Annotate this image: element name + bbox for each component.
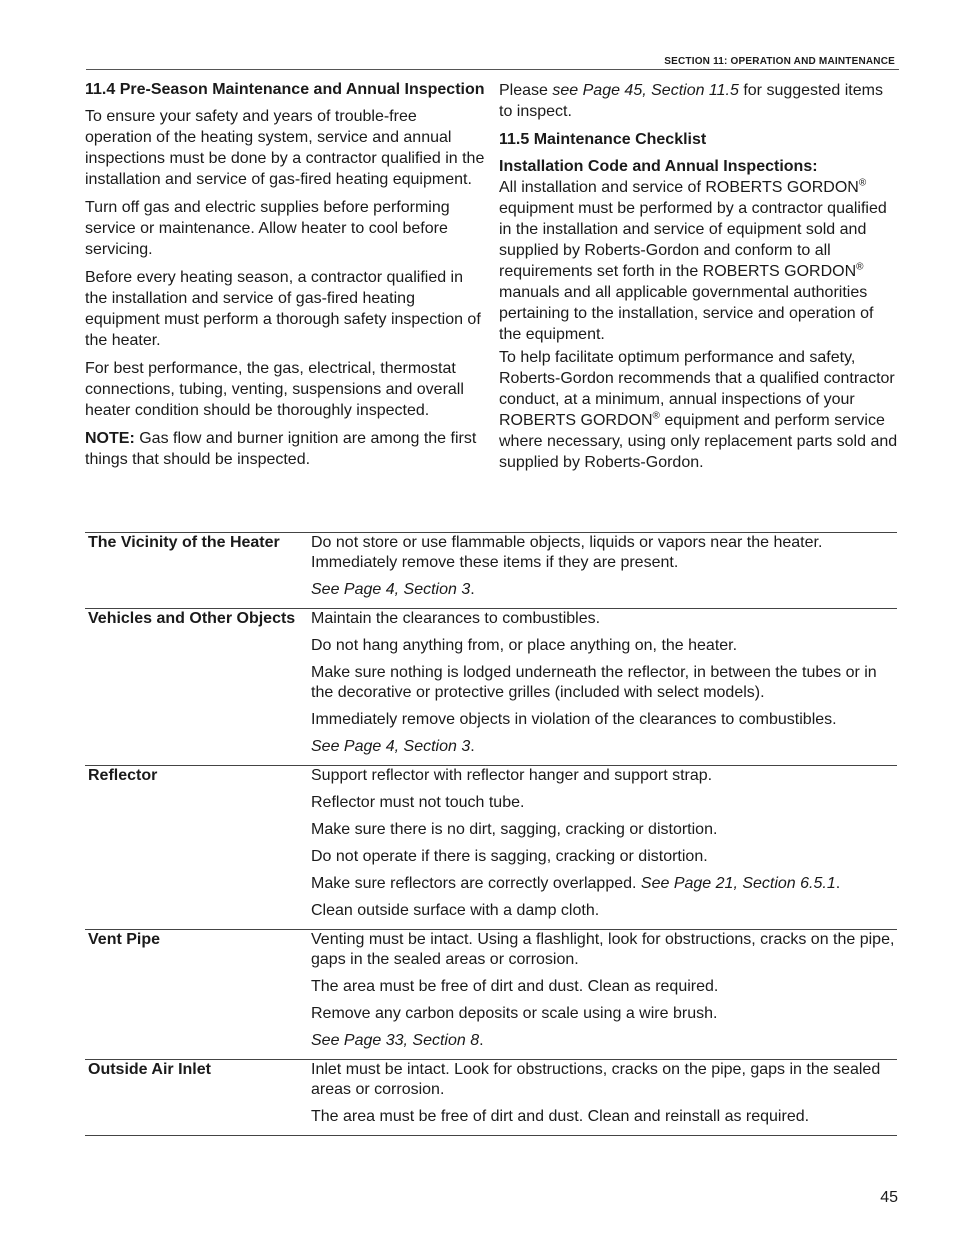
category-label: Vehicles and Other Objects (88, 610, 296, 627)
cross-reference: See Page 21, Section 6.5.1 (640, 875, 836, 892)
checklist-item: Maintain the clearances to combustibles. (311, 610, 601, 627)
checklist-item: Do not operate if there is sagging, cracking or distortion. (311, 848, 708, 865)
right-column (499, 80, 899, 480)
paragraph: Please see Page 45, Section 11.5 for suggested items to inspect. (499, 82, 883, 120)
page-header (86, 50, 899, 70)
paragraph: To ensure your safety and years of trouble-free operation of the heating system, service and annual inspections must be done by a contractor qualified in the installation and service of gas-fired heating equipment. (85, 108, 485, 188)
paragraph: All installation and service of ROBERTS GORDON® equipment must be performed by a contractor qualified in the installation and service of equipment sold and supplied by Roberts-Gordon and conform to all requirements set forth in the ROBERTS GORDON® manuals and all applicable governmental authorities pertaining to the installation, service and operation of the equipment. (499, 177, 887, 343)
section-11-5-heading: 11.5 Maintenance Checklist (499, 131, 707, 148)
maintenance-checklist-table (85, 532, 897, 1136)
table-row (85, 533, 897, 609)
note: NOTE: Gas flow and burner ignition are among the first things that should be inspected. (85, 430, 477, 468)
category-label: Outside Air Inlet (88, 1061, 211, 1078)
section-11-4-heading: 11.4 Pre-Season Maintenance and Annual Inspection (85, 81, 485, 98)
cross-reference: See Page 33, Section 8 (311, 1032, 480, 1049)
checklist-item: Immediately remove objects in violation of the clearances to combustibles. (311, 711, 837, 728)
cross-reference: See Page 4, Section 3 (311, 581, 471, 598)
table-row (85, 766, 897, 930)
page-number: 45 (880, 1189, 898, 1206)
cross-reference: see Page 45, Section 11.5 (552, 82, 739, 99)
checklist-item: Reflector must not touch tube. (311, 794, 525, 811)
checklist-item: The area must be free of dirt and dust. Clean as required. (311, 978, 719, 995)
checklist-item: The area must be free of dirt and dust. Clean and reinstall as required. (311, 1108, 810, 1125)
checklist-item: Make sure reflectors are correctly overlapped. See Page 21, Section 6.5.1. (311, 875, 841, 892)
paragraph: Before every heating season, a contractor qualified in the installation and service of gas-fired heating equipment must perform a thorough safety inspection of the heater. (85, 269, 481, 349)
checklist-item: Make sure there is no dirt, sagging, cracking or distortion. (311, 821, 718, 838)
checklist-item: See Page 4, Section 3. (311, 581, 475, 598)
checklist-item: Make sure nothing is lodged underneath the reflector, in between the tubes or in the decorative or protective grilles (included with select models). (311, 664, 877, 701)
checklist-item: Remove any carbon deposits or scale using a wire brush. (311, 1005, 718, 1022)
registered-mark: ® (858, 177, 867, 189)
left-column (85, 80, 485, 477)
category-label: Vent Pipe (88, 931, 161, 948)
registered-mark: ® (856, 261, 864, 273)
checklist-item: Support reflector with reflector hanger and support strap. (311, 767, 713, 784)
checklist-item: Inlet must be intact. Look for obstructions, cracks on the pipe, gaps in the sealed areas or corrosion. (311, 1061, 881, 1098)
checklist-item: Clean outside surface with a damp cloth. (311, 902, 600, 919)
category-label: Reflector (88, 767, 158, 784)
section-title: SECTION 11: OPERATION AND MAINTENANCE (664, 56, 895, 67)
checklist-item: See Page 4, Section 3. (311, 738, 475, 755)
table-row (85, 609, 897, 766)
checklist-item: Venting must be intact. Using a flashlight, look for obstructions, cracks on the pipe, gaps in the sealed areas or corrosion. (311, 931, 895, 968)
table-row (85, 930, 897, 1060)
table-row (85, 1060, 897, 1136)
checklist-item: See Page 33, Section 8. (311, 1032, 484, 1049)
checklist-item: Do not store or use flammable objects, liquids or vapors near the heater. Immediately remove these items if they are present. (311, 534, 823, 571)
checklist-item: Do not hang anything from, or place anything on, the heater. (311, 637, 738, 654)
paragraph: Turn off gas and electric supplies before performing service or maintenance. Allow heater to cool before servicing. (85, 199, 450, 258)
subheading: Installation Code and Annual Inspections: (499, 158, 818, 175)
note-label: NOTE: (85, 430, 135, 447)
category-label: The Vicinity of the Heater (88, 534, 280, 551)
paragraph: To help facilitate optimum performance and safety, Roberts-Gordon recommends that a qualified contractor conduct, at a minimum, annual inspections of your ROBERTS GORDON® equipment and perform service where necessary, using only replacement parts sold and supplied by Roberts-Gordon. (499, 349, 898, 471)
paragraph: For best performance, the gas, electrical, thermostat connections, tubing, venting, suspensions and overall heater condition should be thoroughly inspected. (85, 360, 464, 419)
cross-reference: See Page 4, Section 3 (311, 738, 471, 755)
registered-mark: ® (652, 410, 660, 422)
